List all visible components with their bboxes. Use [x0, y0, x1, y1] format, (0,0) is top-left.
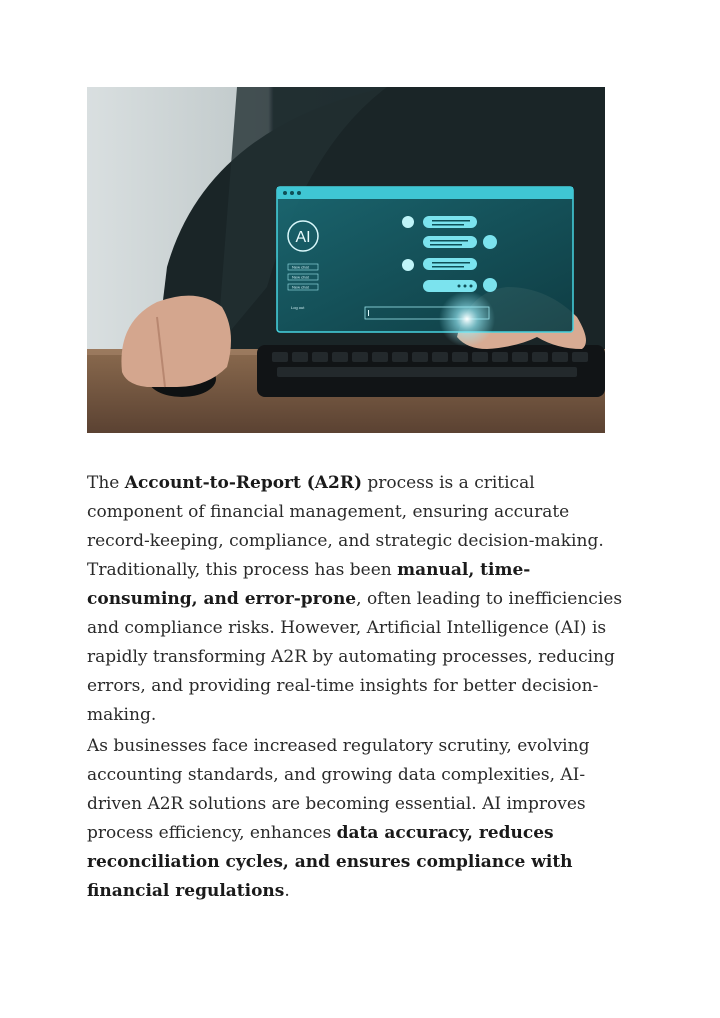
bold-term: Account-to-Report (A2R) — [124, 473, 363, 493]
menu-item-label: New chat — [292, 274, 309, 280]
text-run: The — [87, 473, 125, 493]
text-run: . — [284, 881, 290, 901]
text-run: process is a critical component of financial management, ensuring accurate record-keeping, compliance, and strategic decision-making. Traditionally, this process has been — [87, 473, 604, 580]
text-run: As businesses face increased regulatory scrutiny, evolving accounting standards, and growing data complexities, AI-driven A2R solutions are becoming essential. AI improves process efficiency, enhances — [87, 736, 590, 843]
hero-image — [87, 87, 605, 433]
text-run: , often leading to inefficiencies and compliance risks. However, Artificial Intelligence (AI) is rapidly transforming A2R by automating processes, reducing errors, and providing real-time insights for better decision-making. — [87, 589, 623, 725]
second-paragraph — [87, 732, 635, 906]
intro-paragraph — [87, 469, 635, 730]
menu-item-label: New chat — [292, 264, 309, 270]
bold-term: manual, time-consuming, and error-prone — [87, 560, 531, 609]
bold-term: data accuracy, reduces reconciliation cycles, and ensures compliance with financial regulations — [87, 823, 573, 901]
ai-badge-text: AI — [295, 229, 311, 246]
logout-label: Log out — [291, 305, 305, 310]
menu-item-label: New chat — [292, 284, 309, 290]
